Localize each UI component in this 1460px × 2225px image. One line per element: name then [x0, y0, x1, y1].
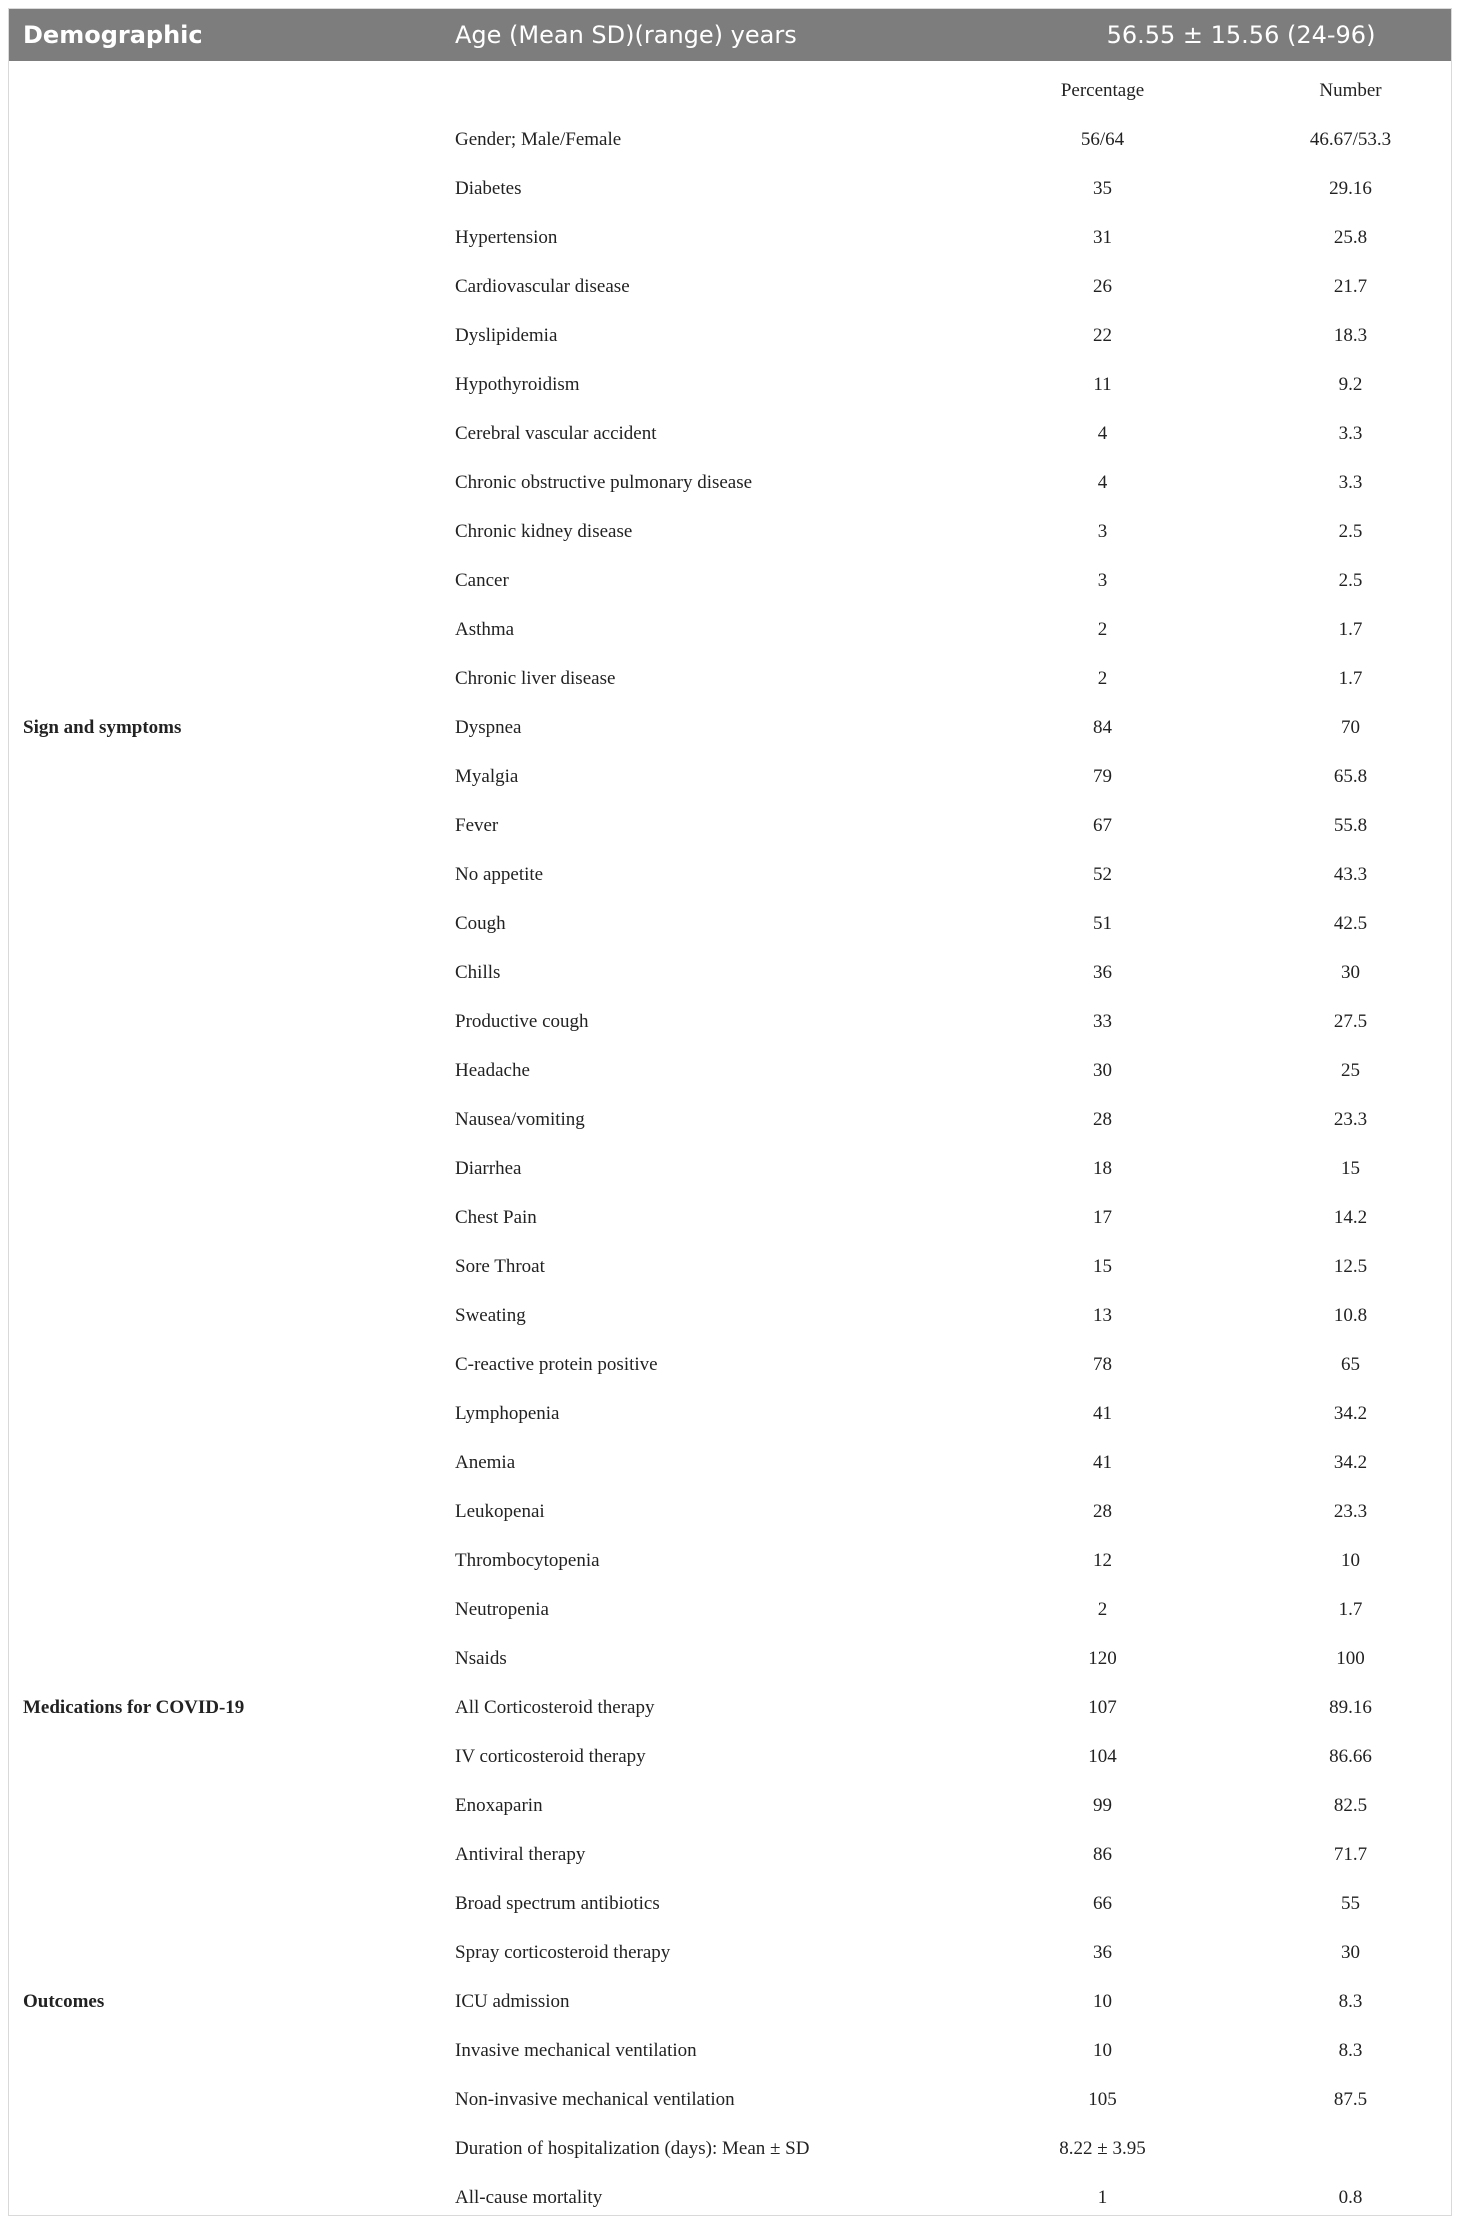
percentage-cell: 35: [1093, 177, 1112, 199]
item-label: All Corticosteroid therapy: [455, 1696, 655, 1718]
number-cell: 46.67/53.3: [1309, 128, 1392, 150]
percentage-cell: 99: [1093, 1794, 1112, 1816]
table-header-row: [9, 9, 1451, 61]
item-label: Nausea/vomiting: [455, 1108, 585, 1130]
number-cell: 10.8: [1333, 1304, 1368, 1326]
item-label: No appetite: [455, 863, 544, 885]
item-label: Chronic liver disease: [455, 667, 616, 689]
percentage-cell: 4: [1097, 422, 1108, 444]
item-label: Asthma: [455, 618, 515, 640]
table-row: [9, 1683, 1451, 1732]
percentage-cell: 28: [1093, 1108, 1112, 1130]
item-label: Non-invasive mechanical ventilation: [455, 2088, 735, 2110]
table-row: [9, 1291, 1451, 1340]
subheader-row: [9, 61, 1451, 115]
number-cell: 23.3: [1333, 1108, 1368, 1130]
table-row: [9, 507, 1451, 556]
number-cell: 82.5: [1333, 1794, 1368, 1816]
percentage-cell: 36: [1093, 1941, 1112, 1963]
table-row: [9, 1732, 1451, 1781]
item-label: Cerebral vascular accident: [455, 422, 657, 444]
percentage-cell: 51: [1093, 912, 1112, 934]
number-cell: 12.5: [1333, 1255, 1368, 1277]
percentage-cell: 84: [1093, 716, 1112, 738]
item-label: Hypertension: [455, 226, 558, 248]
item-label: Chills: [455, 961, 501, 983]
item-label: Chronic obstructive pulmonary disease: [455, 471, 753, 493]
table-row: [9, 458, 1451, 507]
item-label: ICU admission: [455, 1990, 570, 2012]
demographics-table: [8, 8, 1452, 2216]
percentage-cell: 13: [1093, 1304, 1112, 1326]
item-label: Cardiovascular disease: [455, 275, 630, 297]
number-cell: 89.16: [1329, 1696, 1372, 1718]
table-row: [9, 1242, 1451, 1291]
item-label: Fever: [455, 814, 499, 836]
percentage-cell: 10: [1093, 1990, 1112, 2012]
percentage-cell: 52: [1093, 863, 1112, 885]
item-label: Antiviral therapy: [455, 1843, 586, 1865]
number-cell: 86.66: [1329, 1745, 1372, 1767]
table-row: [9, 1928, 1451, 1977]
table-row: [9, 311, 1451, 360]
table-row: [9, 1585, 1451, 1634]
number-cell: 8.3: [1338, 2039, 1363, 2061]
number-cell: 9.2: [1338, 373, 1363, 395]
table-row: [9, 1977, 1451, 2026]
number-cell: 34.2: [1333, 1402, 1368, 1424]
table-row: [9, 1536, 1451, 1585]
number-cell: 21.7: [1333, 275, 1368, 297]
table-row: [9, 1095, 1451, 1144]
table-row: [9, 2173, 1451, 2222]
header-demographic: Demographic: [23, 21, 203, 49]
number-cell: 15: [1341, 1157, 1360, 1179]
table-row: [9, 801, 1451, 850]
percentage-cell: 18: [1093, 1157, 1112, 1179]
item-label: Hypothyroidism: [455, 373, 580, 395]
table-row: [9, 654, 1451, 703]
item-label: Broad spectrum antibiotics: [455, 1892, 660, 1914]
table-row: [9, 1487, 1451, 1536]
number-cell: 42.5: [1333, 912, 1368, 934]
number-cell: 14.2: [1333, 1206, 1368, 1228]
item-label: Sore Throat: [455, 1255, 545, 1277]
table-row: [9, 850, 1451, 899]
table-row: [9, 1046, 1451, 1095]
item-label: Invasive mechanical ventilation: [455, 2039, 697, 2061]
table-row: [9, 2075, 1451, 2124]
header-age-value: 56.55 ± 15.56 (24-96): [1106, 21, 1376, 49]
percentage-cell: 41: [1093, 1451, 1112, 1473]
percentage-cell: 105: [1088, 2088, 1117, 2110]
number-cell: 71.7: [1333, 1843, 1368, 1865]
number-cell: 30: [1341, 1941, 1360, 1963]
percentage-cell: 3: [1097, 569, 1108, 591]
item-label: Sweating: [455, 1304, 526, 1326]
table-row: [9, 2026, 1451, 2075]
percentage-cell: 22: [1093, 324, 1112, 346]
number-cell: 3.3: [1338, 471, 1363, 493]
percentage-cell: 26: [1093, 275, 1112, 297]
item-label: Lymphopenia: [455, 1402, 560, 1424]
item-label: Chronic kidney disease: [455, 520, 633, 542]
item-label: Duration of hospitalization (days): Mean ± SD: [455, 2137, 810, 2159]
table-row: [9, 262, 1451, 311]
percentage-cell: 8.22 ± 3.95: [1059, 2137, 1146, 2159]
item-label: All-cause mortality: [455, 2186, 603, 2208]
table-row: [9, 213, 1451, 262]
number-cell: 70: [1341, 716, 1360, 738]
number-cell: 1.7: [1338, 667, 1363, 689]
number-cell: 27.5: [1333, 1010, 1368, 1032]
percentage-cell: 1: [1097, 2186, 1108, 2208]
section-label: Medications for COVID-19: [23, 1696, 245, 1718]
table-row: [9, 1879, 1451, 1928]
number-cell: 29.16: [1329, 177, 1372, 199]
number-cell: 8.3: [1338, 1990, 1363, 2012]
subheader-percentage: Percentage: [1060, 80, 1145, 101]
percentage-cell: 2: [1097, 1598, 1108, 1620]
number-cell: 25.8: [1333, 226, 1368, 248]
percentage-cell: 120: [1088, 1647, 1117, 1669]
number-cell: 23.3: [1333, 1500, 1368, 1522]
percentage-cell: 78: [1093, 1353, 1112, 1375]
item-label: C-reactive protein positive: [455, 1353, 658, 1375]
number-cell: 25: [1341, 1059, 1360, 1081]
number-cell: 3.3: [1338, 422, 1363, 444]
percentage-cell: 41: [1093, 1402, 1112, 1424]
item-label: Dyslipidemia: [455, 324, 558, 346]
number-cell: 34.2: [1333, 1451, 1368, 1473]
percentage-cell: 104: [1088, 1745, 1117, 1767]
item-label: Dyspnea: [455, 716, 522, 738]
table-row: [9, 1144, 1451, 1193]
percentage-cell: 67: [1093, 814, 1112, 836]
table-row: [9, 1634, 1451, 1683]
item-label: Myalgia: [455, 765, 519, 787]
percentage-cell: 15: [1093, 1255, 1112, 1277]
percentage-cell: 2: [1097, 667, 1108, 689]
subheader-number: Number: [1319, 80, 1382, 101]
percentage-cell: 107: [1088, 1696, 1117, 1718]
table-row: [9, 1781, 1451, 1830]
table-row: [9, 752, 1451, 801]
number-cell: 10: [1341, 1549, 1360, 1571]
item-label: Cough: [455, 912, 506, 934]
table-row: [9, 997, 1451, 1046]
number-cell: 55: [1341, 1892, 1360, 1914]
table-row: [9, 2124, 1451, 2173]
table-row: [9, 948, 1451, 997]
number-cell: 0.8: [1338, 2186, 1363, 2208]
number-cell: 2.5: [1338, 520, 1363, 542]
table-row: [9, 605, 1451, 654]
number-cell: 30: [1341, 961, 1360, 983]
percentage-cell: 3: [1097, 520, 1108, 542]
number-cell: 18.3: [1333, 324, 1368, 346]
table-row: [9, 1193, 1451, 1242]
number-cell: 1.7: [1338, 1598, 1363, 1620]
table-row: [9, 164, 1451, 213]
percentage-cell: 33: [1093, 1010, 1112, 1032]
percentage-cell: 31: [1093, 226, 1112, 248]
item-label: Gender; Male/Female: [455, 128, 622, 150]
item-label: Diarrhea: [455, 1157, 522, 1179]
percentage-cell: 10: [1093, 2039, 1112, 2061]
number-cell: 87.5: [1333, 2088, 1368, 2110]
percentage-cell: 12: [1093, 1549, 1112, 1571]
percentage-cell: 28: [1093, 1500, 1112, 1522]
item-label: Thrombocytopenia: [455, 1549, 600, 1571]
item-label: Cancer: [455, 569, 509, 591]
percentage-cell: 56/64: [1080, 128, 1125, 150]
table-row: [9, 360, 1451, 409]
item-label: Anemia: [455, 1451, 516, 1473]
item-label: Spray corticosteroid therapy: [455, 1941, 671, 1963]
item-label: Headache: [455, 1059, 530, 1081]
percentage-cell: 86: [1093, 1843, 1112, 1865]
percentage-cell: 30: [1093, 1059, 1112, 1081]
number-cell: 65.8: [1333, 765, 1368, 787]
percentage-cell: 66: [1093, 1892, 1112, 1914]
number-cell: 55.8: [1333, 814, 1368, 836]
table-row: [9, 409, 1451, 458]
number-cell: 100: [1336, 1647, 1365, 1669]
percentage-cell: 17: [1093, 1206, 1112, 1228]
percentage-cell: 11: [1093, 373, 1112, 395]
percentage-cell: 2: [1097, 618, 1108, 640]
table-row: [9, 1389, 1451, 1438]
percentage-cell: 79: [1093, 765, 1112, 787]
table-row: [9, 899, 1451, 948]
item-label: Neutropenia: [455, 1598, 549, 1620]
item-label: Enoxaparin: [455, 1794, 543, 1816]
table-row: [9, 115, 1451, 164]
table-row: [9, 1438, 1451, 1487]
header-age-label: Age (Mean SD)(range) years: [455, 21, 797, 49]
table-row: [9, 556, 1451, 605]
number-cell: 2.5: [1338, 569, 1363, 591]
table-row: [9, 1340, 1451, 1389]
section-label: Outcomes: [23, 1990, 105, 2012]
table-row: [9, 703, 1451, 752]
item-label: Chest Pain: [455, 1206, 537, 1228]
item-label: IV corticosteroid therapy: [455, 1745, 646, 1767]
number-cell: 65: [1341, 1353, 1360, 1375]
percentage-cell: 36: [1093, 961, 1112, 983]
item-label: Leukopenai: [455, 1500, 545, 1522]
number-cell: 43.3: [1333, 863, 1368, 885]
table-row: [9, 1830, 1451, 1879]
item-label: Productive cough: [455, 1010, 589, 1032]
table-body: [9, 61, 1451, 2222]
item-label: Nsaids: [455, 1647, 507, 1669]
number-cell: 1.7: [1338, 618, 1363, 640]
section-label: Sign and symptoms: [23, 716, 182, 738]
percentage-cell: 4: [1097, 471, 1108, 493]
item-label: Diabetes: [455, 177, 522, 199]
